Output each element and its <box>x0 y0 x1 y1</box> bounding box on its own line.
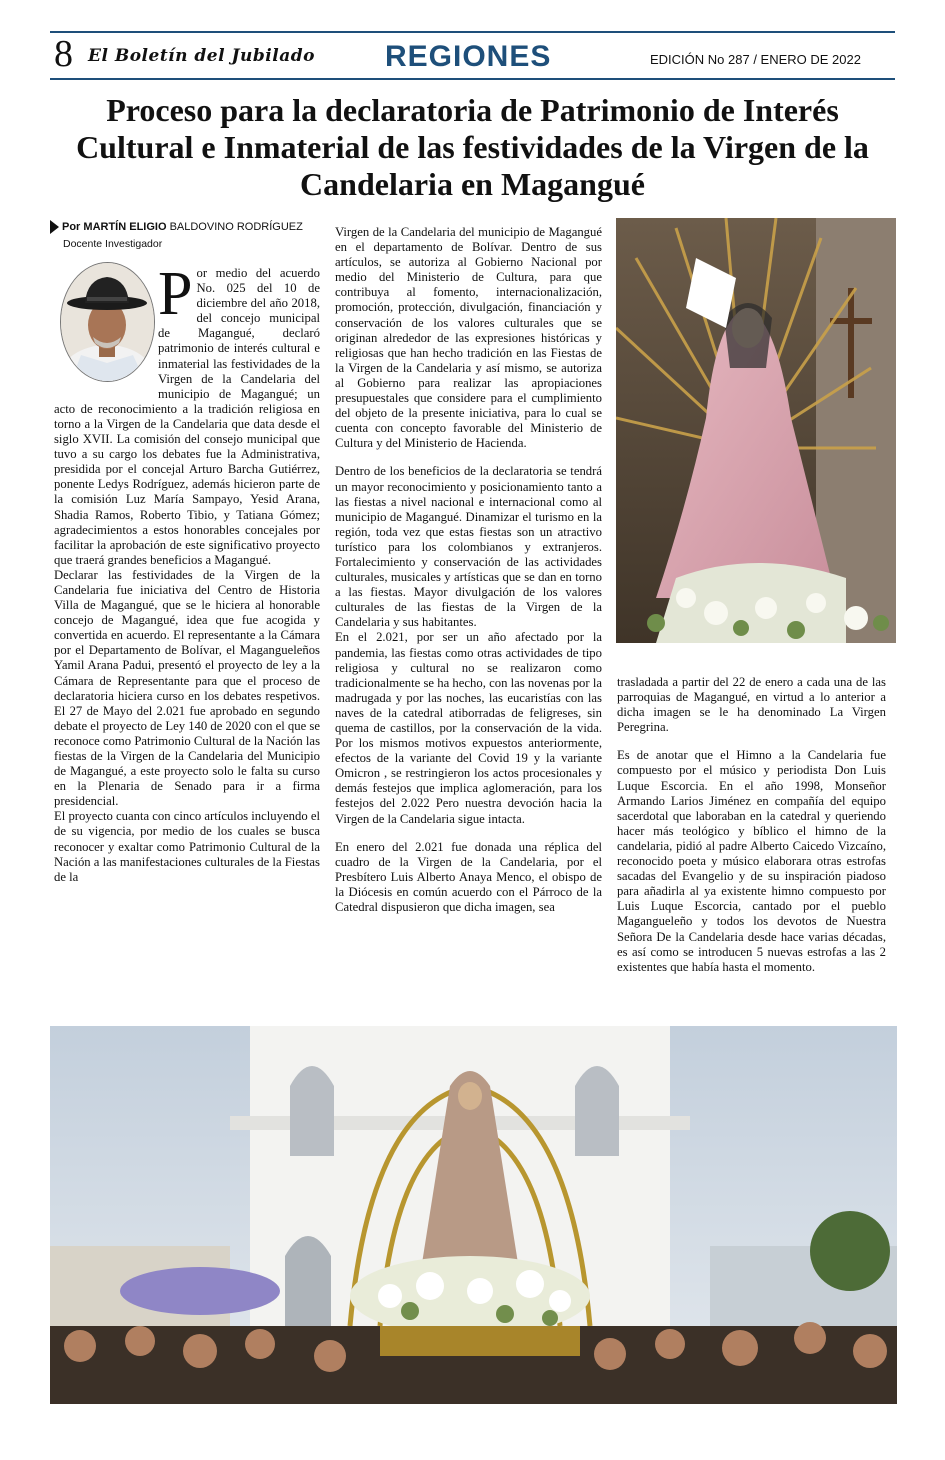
newspaper-name: El Boletín del Jubilado <box>88 46 315 66</box>
paragraph: En enero del 2.021 fue donada una réplica del cuadro de la Virgen de la Candelaria, por el Presbítero Luis Alberto Anaya Menco, el obispo de la Diócesis en común acuerdo con el Párroco de la Catedral dispusieron que dicha imagen, sea <box>335 839 602 915</box>
byline-arrow-icon <box>50 220 59 234</box>
paragraph: El proyecto cuanta con cinco artículos incluyendo el de su vigencia, por medio de los cuales se busca reconocer y exaltar como Patrimonio Cultural de la Nación a las manifestaciones culturales de la Fiestas de la <box>54 809 320 884</box>
virgin-statue-photo <box>616 218 896 643</box>
article-column-1 <box>54 260 321 885</box>
author-name-rest: BALDOVINO RODRÍGUEZ <box>166 220 303 233</box>
section-title: REGIONES <box>385 40 552 73</box>
edition-info: EDICIÓN No 287 / ENERO DE 2022 <box>650 52 861 67</box>
paragraph: Dentro de los beneficios de la declaratoria se tendrá un mayor reconocimiento y posicionamiento tanto a las fiestas a nivel nacional e internacional como al municipio de Magangué. Dinamizar el turismo en la región, toda vez que estas fiestas son un atractivo turístico para los colombianos y extranjeros. Fortalecimiento y conservación de las actividades culturales, musicales y artísticas que se dan en torno a las fiestas. Mayor divulgación de los valores culturales de las fiestas de la Virgen de la Candelaria y sus habitantes. <box>335 464 602 630</box>
portrait-spacer <box>54 266 158 392</box>
page-number: 8 <box>54 33 73 75</box>
paragraph: Declarar las festividades de la Virgen de la Candelaria fue iniciativa del Centro de Historia Villa de Magangué, que se le hiciera al honorable concejo de Magangué, idea que fue acogida y convertida en acuerdo. El representante a la Cámara por el Departamento de Bolívar, el Magangueleños Yamil Arana Padui, presentó el proyecto de ley a la Cámara de Representante para que el proceso de declaratoria hiciera curso en los debates respetivos. El 27 de Mayo del 2.021 fue aprobado en segundo debate el proyecto de Ley 140 de 2020 con el que se reconoce como Patrimonio Cultural de la Nación las fiestas de la Virgen de la Candelaria del Municipio de Magangué, a este proyecto solo le falta su curso en la Plenaria de Senado para ir a firma presidencial. <box>54 567 321 809</box>
top-rule <box>50 31 895 33</box>
drop-cap: P <box>158 260 193 328</box>
article-column-3 <box>617 675 886 975</box>
article-headline: Proceso para la declaratoria de Patrimonio de Interés Cultural e Inmaterial de las festividades de la Virgen de la Candelaria en Magangué <box>76 92 869 202</box>
paragraph: Es de anotar que el Himno a la Candelaria fue compuesto por el músico y periodista Don Luis Luque Escorcia. En el año 1998, Monseñor Armando Larios Jiménez en compañía del equipo sacerdotal que laboraban en la catedral y queriendo hacer más teológico y bíblico el himno de la candelaria, pidió al padre Alberto Caicedo Vizcaíno, reconocido poeta y músico elaborara otras estrofas sacadas del Evangelio y de su inspiración piadoso para añadirla al ya existente himno compuesto por Luis Luque Escorcia, cantado por el pueblo Magangueleño y todos los devotos de Nuestra Señora De la Candelaria desde hace varias décadas, es así como se introducen 5 nuevas estrofas a las 2 existentes que había hasta el momento. <box>617 748 886 974</box>
author-role: Docente Investigador <box>63 238 163 250</box>
article-column-2 <box>335 225 602 915</box>
paragraph: Virgen de la Candelaria del municipio de Magangué en el departamento de Bolívar. Dentro de sus artículos, se autoriza al Gobierno Nacional por medio del Ministerio de Cultura, para que contribuya al fomento, internacionalización, promoción, protección, divulgación, financiación y conservación de los valores culturales que se originan alrededor de las expresiones históricas y religiosas que han hecho tradición en las Fiestas de la Virgen de la Candelaria y así mismo, se autoriza al Gobierno para realizar las apropiaciones presupuestales que considere para el cumplimiento del objeto de la presente iniciativa, para lo cual se cuenta con concepto favorable del Ministerio de Cultura y del Ministerio de Hacienda. <box>335 225 602 451</box>
byline <box>50 220 303 234</box>
author-name-bold: MARTÍN ELIGIO <box>83 220 167 233</box>
paragraph: trasladada a partir del 22 de enero a cada una de las parroquias de Magangué, en virtud a lo anterior a dicha imagen se le ha denominado La Virgen Peregrina. <box>617 675 886 735</box>
paragraph-text: or medio del acuerdo No. 025 del 10 de diciembre del año 2018, del concejo municipal de Magangué, declaró patrimonio de interés cultural e inmaterial las festividades de la Virgen de la Candelaria del municipio de Magangué; un acto de reconocimiento a la tradición religiosa en torno a la Virgen de la Candelaria que data desde el siglo XVII. La comisión del consejo municipal que tuvo a su cargo los debates fue la Administrativa, presidida por el concejal Arturo Barcha Gutiérrez, ponente Ledys Rodríguez, además hicieron parte de la comisión Luz María Sampayo, Yesid Arana, Shadia Ramos, Roberto Tibio, y Tatiana Gómez; agradecimientos a estos honorables concejales por facilitar la aprobación de este significativo proyecto que traerá grandes beneficios a Magangué. <box>54 266 320 567</box>
paragraph: En el 2.021, por ser un año afectado por la pandemia, las fiestas como otras actividades de tipo religiosa y cultural no se realizaron como tradicionalmente se ha hecho, con las novenas por la madrugada y por las noches, las eucaristías con las naves de la catedral atiborradas de feligreses, sin quema de castillos, por la conservación de la vida. Por los mismos motivos expuestos anteriormente, efectos de la variante del Covid 19 y la variante Omicron , se restringieron los actos procesionales y demás festejos que implica aglomeración, para los festejos del 2.022 Pero nuestra devoción hacia la Virgen de la Candelaria sigue intacta. <box>335 630 602 826</box>
header-rule <box>50 78 895 80</box>
byline-prefix: Por <box>62 220 84 233</box>
procession-photo <box>50 1026 897 1404</box>
